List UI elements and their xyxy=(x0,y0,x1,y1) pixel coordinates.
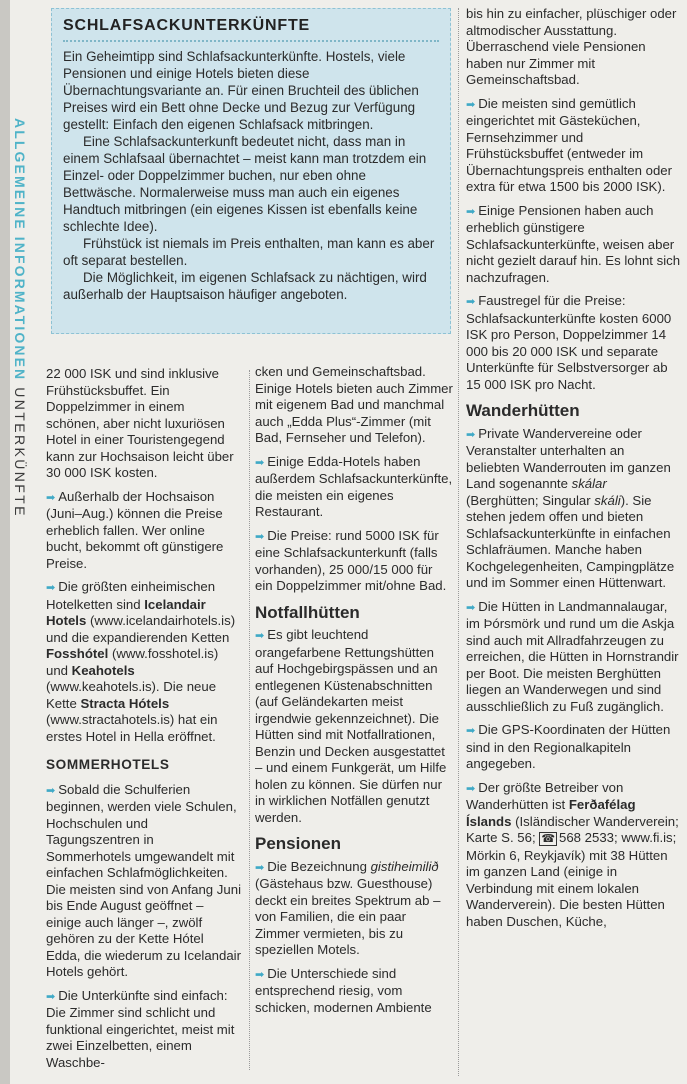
paragraph: 22 000 ISK und sind inklusive Frühstücksbuffet. Ein Doppelzimmer in einem schönen, aber nicht luxuriösen Hotel in einer Touristengegend kann zur Hochsaison leicht über 30 000 ISK kosten. xyxy=(46,366,234,480)
info-box-sleeping-bag xyxy=(51,8,451,334)
arrow-bullet-icon: ➡ xyxy=(46,491,56,504)
arrow-bullet-icon: ➡ xyxy=(46,784,56,797)
paragraph: ➡ Faustregel für die Preise: Schlafsackunterkünfte kosten 6000 ISK pro Person, Doppelzimmer 14 000 bis 20 000 ISK und separate Unterkünfte für Selbstversorger ab 15 000 ISK pro Nacht. xyxy=(466,293,672,392)
text-column-1 xyxy=(46,366,241,1078)
column-divider xyxy=(458,8,459,1076)
arrow-bullet-icon: ➡ xyxy=(46,582,56,594)
paragraph: ➡ Der größte Betreiber von Wanderhütten ist Ferðafélag Íslands (Isländischer Wanderverein; Karte S. 56; ☎ 568 2533; www.fi.is; Mörkin 6, Reykjavík) mit 38 Hütten im ganzen Land (einige in Verbindung mit einem lokalen Wanderverein). Die besten Hütten haben Duschen, Küche, xyxy=(466,779,679,929)
paragraph: ➡ Die Unterschiede sind entsprechend riesig, vom schicken, modernen Ambiente xyxy=(255,965,432,1015)
info-box-paragraph: Eine Schlafsackunterkunft bedeutet nicht, dass man in einem Schlafsaal übernachtet – meist kann man trotzdem ein Einzel- oder Doppelzimmer buchen, nur eben ohne Bettwäsche. Normalerweise muss man auch ein eigenes Handtuch mitbringen (ein eigenes Kissen ist ebenfalls keine schlechte Idee). xyxy=(63,134,427,234)
paragraph: ➡ Die GPS-Koordinaten der Hütten sind in den Regionalkapiteln angegeben. xyxy=(466,722,671,771)
arrow-bullet-icon: ➡ xyxy=(46,990,56,1003)
arrow-bullet-icon: ➡ xyxy=(466,205,476,218)
phone-icon: ☎ xyxy=(541,833,556,845)
text-column-2 xyxy=(255,364,453,1023)
info-box-paragraph: Frühstück ist niemals im Preis enthalten, man kann es aber oft separat bestellen. xyxy=(63,236,435,268)
paragraph: ➡ Die Hütten in Landmannalaugar, im Þórsmörk und rund um die Askja sind auch mit Allradfahrzeugen zu erreichen, die Hütten in Hornstrandir per Boot. Die meisten Berghütten liegen an Wanderwegen und sind ausschließlich zu Fuß zugänglich. xyxy=(466,598,679,714)
info-box-paragraph: Ein Geheimtipp sind Schlafsackunterkünfte. Hostels, viele Pensionen und einige Hotels bieten diese Übernachtungsvariante an. Für einen Bruchteil des üblichen Preises wird ein Bett ohne Decke und Bezug zur Verfügung gestellt: Einfach den eigenen Schlafsack mitbringen. xyxy=(63,49,419,132)
paragraph: bis hin zu einfacher, plüschiger oder altmodischer Ausstattung. Überraschend viele Pensionen haben nur Zimmer mit Gemeinschaftsbad. xyxy=(466,6,677,87)
section-heading-hiking-huts: Wanderhütten xyxy=(466,401,580,420)
paragraph: ➡ Einige Edda-Hotels haben außerdem Schlafsackunterkünfte, die meisten ein eigenes Restaurant. xyxy=(255,453,453,519)
paragraph: ➡ Die Preise: rund 5000 ISK für eine Schlafsackunterkunft (falls vorhanden), 25 000/15 000 für ein Doppelzimmer mit/ohne Bad. xyxy=(255,527,447,593)
paragraph: ➡ Die größten einheimischen Hotelketten sind Icelandair Hotels (www.icelandairhotels.is) und die expandierenden Ketten Fosshótel (www.fosshotel.is) und Keahotels (www.keahotels.is). Die neue Kette Stracta Hótels (www.stractahotels.is) hat ein erstes Hotel in Hella eröffnet. xyxy=(46,579,236,744)
arrow-bullet-icon: ➡ xyxy=(255,456,265,469)
arrow-bullet-icon: ➡ xyxy=(466,782,476,795)
paragraph: ➡ Die Unterkünfte sind einfach: Die Zimmer sind schlicht und funktional eingerichtet, meist mit zwei Einzelbetten, einem Waschbe- xyxy=(46,987,235,1070)
paragraph: ➡ Private Wandervereine oder Veranstalter unterhalten an beliebten Wanderrouten im ganzen Land sogenannte skálar (Berghütten; Singular skáli). Sie stehen jedem offen und bieten Schlafsackunterkünfte in einfachen Schlafräumen. Manche haben Kochgelegenheiten, Campingplätze und im Sommer einen Hüttenwart. xyxy=(466,425,675,590)
paragraph: ➡ Außerhalb der Hochsaison (Juni–Aug.) können die Preise erheblich fallen. Wer online bucht, bekommt oft günstigere Preise. xyxy=(46,488,224,571)
arrow-bullet-icon: ➡ xyxy=(466,428,476,441)
section-heading-summer-hotels: SOMMERHOTELS xyxy=(46,757,170,772)
section-heading-guesthouses: Pensionen xyxy=(255,834,341,853)
section-heading-emergency-huts: Notfallhütten xyxy=(255,602,360,622)
arrow-bullet-icon: ➡ xyxy=(466,725,476,737)
arrow-bullet-icon: ➡ xyxy=(466,601,476,614)
sidebar-section-label xyxy=(7,118,33,518)
arrow-bullet-icon: ➡ xyxy=(255,861,265,874)
paragraph: ➡ Die meisten sind gemütlich eingerichtet mit Gästeküchen, Fernsehzimmer und Frühstücksbuffet (entweder im Übernachtungspreis enthalten oder extra für etwa 1500 bis 2000 ISK). xyxy=(466,95,673,194)
section-label-general: ALLGEMEINE INFORMATIONEN xyxy=(12,118,28,382)
paragraph: ➡ Sobald die Schulferien beginnen, werden viele Schulen, Hochschulen und Tagungszentren in Sommerhotels umgewandelt mit einfachen Schlafmöglichkeiten. Die meisten sind von Anfang Juni bis Ende August geöffnet – einige auch länger –, zwölf gehören zu der Kette Hótel Edda, die wiederum zu Icelandair Hotels gehört. xyxy=(46,781,241,979)
paragraph: cken und Gemeinschaftsbad. Einige Hotels bieten auch Zimmer mit eigenem Bad und manchmal auch „Edda Plus“-Zimmer (mit Bad, Fernseher und Telefon). xyxy=(255,364,453,445)
paragraph: ➡ Es gibt leuchtend orangefarbene Rettungshütten auf Hochgebirgspässen und an entlegenen Küstenabschnitten (auf Geländekarten meist irgendwie gekennzeichnet). Die Hütten sind mit Notfallrationen, Benzin und Decken ausgestattet – und einem Funkgerät, um Hilfe holen zu können. Sie dürfen nur in wirklichen Notfällen genutzt werden. xyxy=(255,627,447,825)
arrow-bullet-icon: ➡ xyxy=(466,296,476,308)
arrow-bullet-icon: ➡ xyxy=(466,98,476,111)
column-divider xyxy=(249,370,250,1070)
arrow-bullet-icon: ➡ xyxy=(255,968,265,981)
section-label-accommodation: UNTERKÜNFTE xyxy=(12,387,28,518)
arrow-bullet-icon: ➡ xyxy=(255,530,265,543)
info-box-title: SCHLAFSACKUNTERKÜNFTE xyxy=(63,17,439,42)
paragraph: ➡ Die Bezeichnung gistiheimilið (Gästehaus bzw. Guesthouse) deckt ein breites Spektrum ab – von Familien, die ein paar Zimmer vermieten, bis zu speziellen Motels. xyxy=(255,858,441,957)
arrow-bullet-icon: ➡ xyxy=(255,630,265,642)
info-box-paragraph: Die Möglichkeit, im eigenen Schlafsack zu nächtigen, wird außerhalb der Hauptsaison häufiger angeboten. xyxy=(63,270,427,302)
paragraph: ➡ Einige Pensionen haben auch erheblich günstigere Schlafsackunterkünfte, weisen aber nicht gezielt darauf hin. Es lohnt sich nachzufragen. xyxy=(466,202,681,285)
text-column-3 xyxy=(466,6,681,937)
